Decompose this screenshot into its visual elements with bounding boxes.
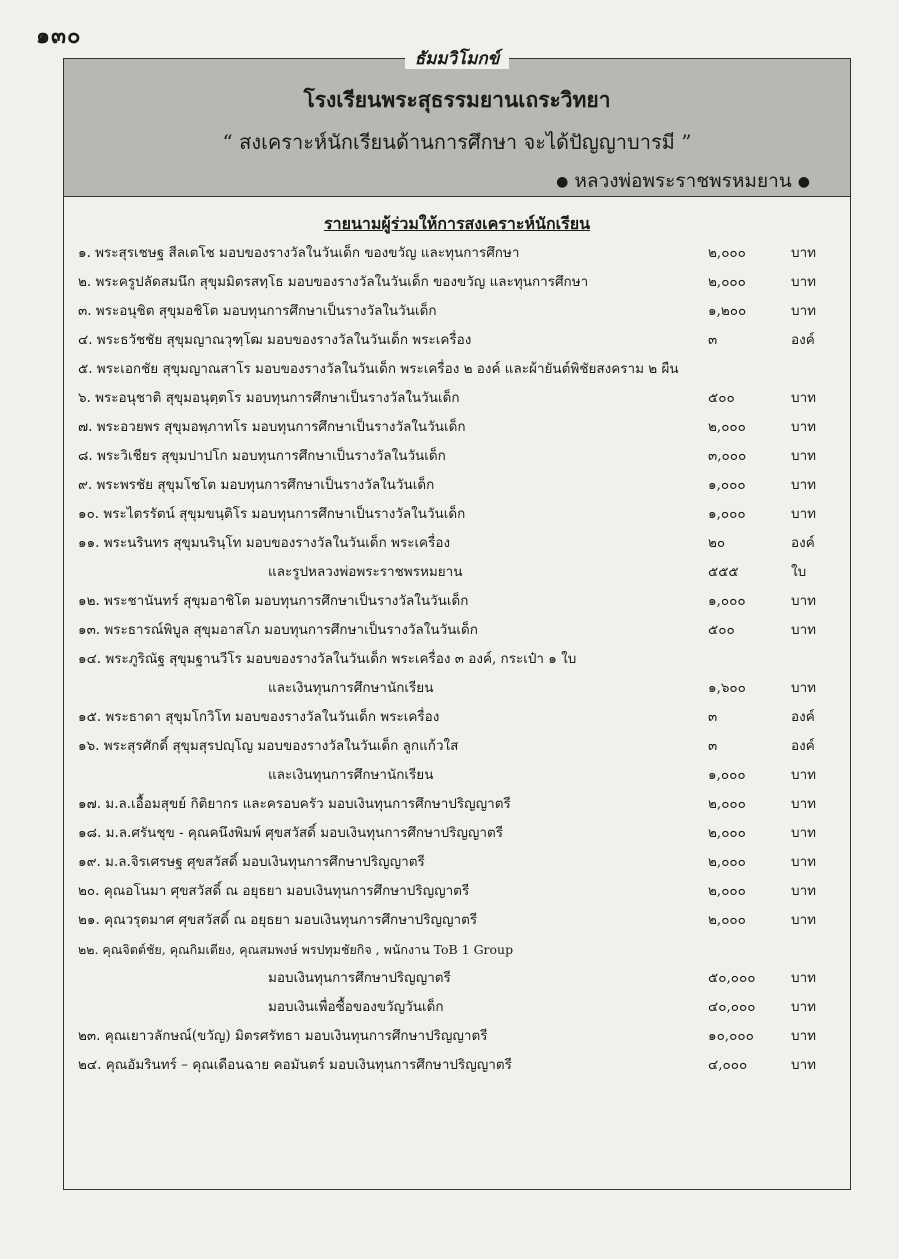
donor-amount: ๓: [708, 738, 718, 754]
donor-unit: บาท: [791, 796, 817, 812]
donor-text: มอบเงินทุนการศึกษาปริญญาตรี: [268, 970, 451, 986]
donor-text: ๑๐. พระไตรรัตน์ สุขุมขนฺติโร มอบทุนการศึกษาเป็นรางวัลในวันเด็ก: [78, 506, 466, 522]
donor-unit: องค์: [791, 535, 815, 551]
donor-text: มอบเงินเพื่อซื้อของขวัญวันเด็ก: [268, 999, 444, 1015]
donor-text: ๑๓. พระธารณ์พิบูล สุขุมอาสโภ มอบทุนการศึกษาเป็นรางวัลในวันเด็ก: [78, 622, 478, 638]
donor-unit: ใบ: [791, 564, 807, 580]
donor-row: [78, 877, 848, 906]
donor-unit: บาท: [791, 448, 817, 464]
donor-amount: ๑,๐๐๐: [708, 506, 746, 522]
donor-list: [78, 239, 848, 1080]
donor-text: ๑๖. พระสุรศักดิ์ สุขุมสุรปญฺโญ มอบของรางวัลในวันเด็ก ลูกแก้วใส: [78, 738, 459, 754]
donor-text: ๖. พระอนุชาติ สุขุมอนุตฺตโร มอบทุนการศึกษาเป็นรางวัลในวันเด็ก: [78, 390, 460, 406]
donor-unit: บาท: [791, 767, 817, 783]
donor-unit: องค์: [791, 709, 815, 725]
donor-unit: บาท: [791, 506, 817, 522]
donor-text: ๑๕. พระธาดา สุขุมโกวิโท มอบของรางวัลในวันเด็ก พระเครื่อง: [78, 709, 440, 725]
donor-unit: บาท: [791, 854, 817, 870]
donor-row: [78, 471, 848, 500]
donor-text: ๒. พระครูปลัดสมนึก สุขุมมิตรสทฺโธ มอบของรางวัลในวันเด็ก ของขวัญ และทุนการศึกษา: [78, 274, 589, 290]
donor-row: [78, 848, 848, 877]
donor-text: ๒๑. คุณวรุตมาศ ศุขสวัสดิ์ ณ อยุธยา มอบเงินทุนการศึกษาปริญญาตรี: [78, 912, 478, 928]
donor-amount: ๑๐,๐๐๐: [708, 1028, 754, 1044]
donor-amount: ๓,๐๐๐: [708, 448, 747, 464]
donor-row: [78, 790, 848, 819]
donor-unit: บาท: [791, 593, 817, 609]
donor-unit: บาท: [791, 477, 817, 493]
donor-row: [78, 935, 848, 964]
donor-text: ๑. พระสุรเชษฐ สีลเตโช มอบของรางวัลในวันเด็ก ของขวัญ และทุนการศึกษา: [78, 245, 520, 261]
donor-row: [78, 819, 848, 848]
donor-unit: บาท: [791, 622, 817, 638]
donor-unit: บาท: [791, 419, 817, 435]
donor-amount: ๑,๒๐๐: [708, 303, 747, 319]
journal-title: [64, 45, 850, 72]
school-name: โรงเรียนพระสุธรรมยานเถระวิทยา: [303, 87, 611, 112]
donor-text: ๒๓. คุณเยาวลักษณ์(ขวัญ) มิตรศรัทธา มอบเงินทุนการศึกษาปริญญาตรี: [78, 1028, 488, 1044]
donor-text: ๑๙. ม.ล.จิรเศรษฐ ศุขสวัสดิ์ มอบเงินทุนการศึกษาปริญญาตรี: [78, 854, 425, 870]
donor-amount: ๕๐๐: [708, 622, 735, 638]
donor-amount: ๒,๐๐๐: [708, 419, 746, 435]
donor-row: [78, 1022, 848, 1051]
donor-unit: บาท: [791, 680, 817, 696]
donor-row: [78, 558, 848, 587]
donor-text: ๑๘. ม.ล.ศรันชุข - คุณคนึงพิมพ์ ศุขสวัสดิ์ มอบเงินทุนการศึกษาปริญญาตรี: [78, 825, 504, 841]
donor-amount: ๓: [708, 332, 718, 348]
donor-text: ๕. พระเอกชัย สุขุมญาณสาโร มอบของรางวัลในวันเด็ก พระเครื่อง ๒ องค์ และผ้ายันต์พิชัยสงคราม ๒ ผืน: [78, 361, 679, 377]
donor-unit: องค์: [791, 332, 815, 348]
donor-text: ๘. พระวิเชียร สุขุมปาปโก มอบทุนการศึกษาเป็นรางวัลในวันเด็ก: [78, 448, 446, 464]
donor-amount: ๑,๐๐๐: [708, 593, 746, 609]
donor-row: [78, 732, 848, 761]
donor-row: [78, 993, 848, 1022]
content-frame: [63, 49, 851, 1190]
donor-amount: ๒,๐๐๐: [708, 912, 746, 928]
donor-amount: ๔๐,๐๐๐: [708, 999, 756, 1015]
donor-row: [78, 761, 848, 790]
donor-row: [78, 500, 848, 529]
donor-amount: ๒,๐๐๐: [708, 274, 746, 290]
donor-amount: ๒,๐๐๐: [708, 245, 746, 261]
donor-row: [78, 587, 848, 616]
donor-amount: ๕๐๐: [708, 390, 735, 406]
donor-row: [78, 239, 848, 268]
donor-text: ๒๒. คุณจิตต์ชัย, คุณกิมเตียง, คุณสมพงษ์ พรปทุมชัยกิจ , พนักงาน ToB 1 Group: [78, 942, 514, 957]
donor-unit: บาท: [791, 970, 817, 986]
donor-amount: ๑,๐๐๐: [708, 767, 746, 783]
donor-text: และเงินทุนการศึกษานักเรียน: [268, 680, 434, 696]
donor-text: ๔. พระธวัชชัย สุขุมญาณวุฑฺโฒ มอบของรางวัลในวันเด็ก พระเครื่อง: [78, 332, 472, 348]
donor-row: [78, 442, 848, 471]
donor-amount: ๒,๐๐๐: [708, 883, 746, 899]
donor-unit: บาท: [791, 999, 817, 1015]
donor-row: [78, 384, 848, 413]
journal-title-text: ธัมมวิโมกข์: [405, 49, 510, 69]
donor-amount: ๑,๖๐๐: [708, 680, 746, 696]
donor-row: [78, 297, 848, 326]
bullet-icon: ●: [797, 174, 810, 190]
donor-unit: บาท: [791, 825, 817, 841]
donor-amount: ๕๐,๐๐๐: [708, 970, 756, 986]
donor-row: [78, 674, 848, 703]
donor-amount: ๒,๐๐๐: [708, 854, 746, 870]
founder-line: [556, 166, 810, 196]
section-title: รายนามผู้ร่วมให้การสงเคราะห์นักเรียน: [323, 214, 590, 233]
donor-text: และรูปหลวงพ่อพระราชพรหมยาน: [268, 564, 463, 580]
donor-amount: ๒,๐๐๐: [708, 796, 746, 812]
donor-text: ๑๒. พระชานันทร์ สุขุมอาชิโต มอบทุนการศึกษาเป็นรางวัลในวันเด็ก: [78, 593, 469, 609]
donor-row: [78, 703, 848, 732]
donor-row: [78, 964, 848, 993]
donor-unit: บาท: [791, 390, 817, 406]
donor-unit: บาท: [791, 912, 817, 928]
donor-text: และเงินทุนการศึกษานักเรียน: [268, 767, 434, 783]
donor-text: ๑๔. พระภูริณัฐ สุขุมฐานวีโร มอบของรางวัลในวันเด็ก พระเครื่อง ๓ องค์, กระเป๋า ๑ ใบ: [78, 651, 577, 667]
donor-text: ๑๑. พระนรินทร สุขุมนรินฺโท มอบของรางวัลในวันเด็ก พระเครื่อง: [78, 535, 451, 551]
donor-unit: บาท: [791, 883, 817, 899]
founder-name: หลวงพ่อพระราชพรหมยาน: [574, 170, 792, 192]
school-slogan: “ สงเคราะห์นักเรียนด้านการศึกษา จะได้ปัญญาบารมี ”: [222, 130, 692, 154]
donor-row: [78, 326, 848, 355]
donor-row: [78, 355, 848, 384]
donor-amount: ๒,๐๐๐: [708, 825, 746, 841]
donor-text: ๗. พระอวยพร สุขุมอพฺภาทโร มอบทุนการศึกษาเป็นรางวัลในวันเด็ก: [78, 419, 466, 435]
donor-row: [78, 413, 848, 442]
donor-text: ๑๗. ม.ล.เอื้อมสุขย์ กิติยากร และครอบครัว มอบเงินทุนการศึกษาปริญญาตรี: [78, 796, 511, 812]
page-number: ๑๓๐: [36, 23, 82, 49]
donor-amount: ๑,๐๐๐: [708, 477, 746, 493]
donor-amount: ๔,๐๐๐: [708, 1057, 748, 1073]
donor-row: [78, 1051, 848, 1080]
donor-text: ๓. พระอนุชิต สุขุมอชิโต มอบทุนการศึกษาเป็นรางวัลในวันเด็ก: [78, 303, 437, 319]
donor-unit: บาท: [791, 1028, 817, 1044]
donor-row: [78, 645, 848, 674]
donor-row: [78, 906, 848, 935]
donor-unit: องค์: [791, 738, 815, 754]
donor-text: ๒๐. คุณอโนมา ศุขสวัสดิ์ ณ อยุธยา มอบเงินทุนการศึกษาปริญญาตรี: [78, 883, 470, 899]
donor-text: ๙. พระพรชัย สุขุมโชโต มอบทุนการศึกษาเป็นรางวัลในวันเด็ก: [78, 477, 435, 493]
donor-unit: บาท: [791, 245, 817, 261]
bullet-icon: ●: [556, 174, 569, 190]
donor-row: [78, 268, 848, 297]
donor-amount: ๕๕๕: [708, 564, 739, 580]
donor-unit: บาท: [791, 274, 817, 290]
donor-text: ๒๔. คุณอัมรินทร์ – คุณเดือนฉาย คอมันตร์ มอบเงินทุนการศึกษาปริญญาตรี: [78, 1057, 512, 1073]
school-header: [64, 49, 850, 197]
donor-unit: บาท: [791, 303, 817, 319]
donor-row: [78, 616, 848, 645]
donor-row: [78, 529, 848, 558]
donor-unit: บาท: [791, 1057, 817, 1073]
donor-amount: ๓: [708, 709, 718, 725]
donor-amount: ๒๐: [708, 535, 726, 551]
